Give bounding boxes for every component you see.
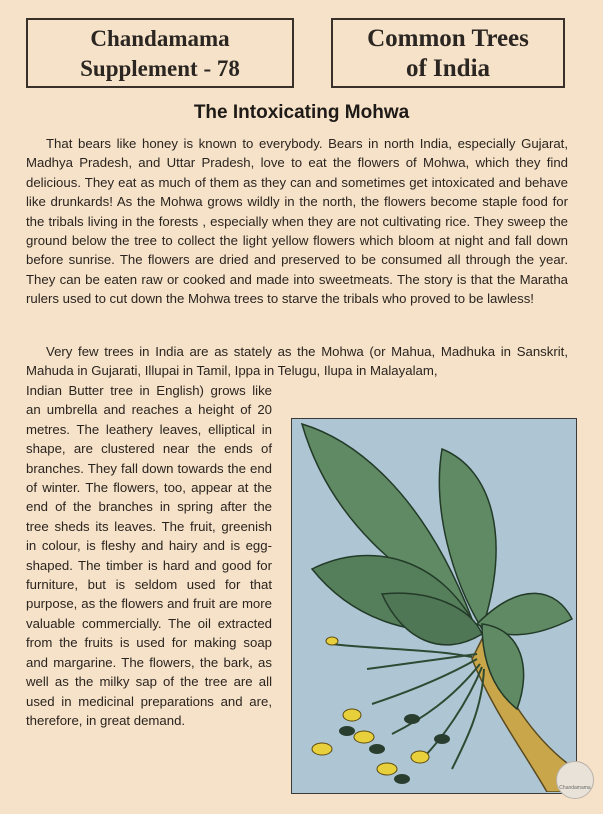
article-title: The Intoxicating Mohwa (193, 102, 410, 123)
mohwa-branch-drawing (292, 419, 575, 792)
chandamama-logo-badge: Chandamama (556, 761, 594, 799)
series-box (331, 18, 565, 88)
supplement-line-1: Chandamama (90, 26, 230, 51)
series-line-2: of India (405, 55, 491, 82)
supplement-box (26, 18, 294, 88)
mohwa-illustration (291, 418, 577, 794)
paragraph-honey: That bears like honey is known to everybody. Bears in north India, especially Gujarat, Madhya Pradesh, and Uttar Pradesh, love to eat the flowers of Mohwa, which they find delicious. They eat as much of them as they can and sometimes get intoxicated and behave like drunkards! As the Mohwa grows wildly in the north, the flowers become staple food for the tribals living in the forests , especially when they are not cultivating rice. They sweep the ground below the tree to collect the light yellow flowers which bloom at night and fall down before sunrise. The flowers are dried and preserved to be consumed all through the year. They can be eaten raw or cooked and made into sweetmeats. The story is that the Maratha rulers used to cut down the Mohwa trees to starve the tribals who proved to be lawless! (26, 136, 568, 307)
series-line-1: Common Trees (367, 25, 529, 52)
supplement-line-2: Supplement - 78 (80, 56, 240, 81)
paragraph-names: Very few trees in India are as stately as the Mohwa (or Mahua, Madhuka in Sanskrit, Mahuda in Gujarati, Illupai in Tamil, Ippa in Telugu, Ilupa in Malayalam, (26, 344, 568, 379)
paragraph-description: Indian Butter tree in English) grows like an umbrella and reaches a height of 20 metres. The leathery leaves, elliptical in shape, are clustered near the ends of branches. They fall down towards the end of winter. The flowers, too, appear at the end of the branches in spring after the tree sheds its leaves. The fruit, greenish in colour, is fleshy and hairy and is egg-shaped. The timber is hard and good for furniture, but is seldom used for that purpose, as the flowers and fruit are more valuable commercially. The oil extracted from the fruits is used for making soap and margarine. The flowers, the bark, as well as the milky sap of the tree are all used in medicinal preparations and are, therefore, in great demand. (26, 383, 272, 728)
